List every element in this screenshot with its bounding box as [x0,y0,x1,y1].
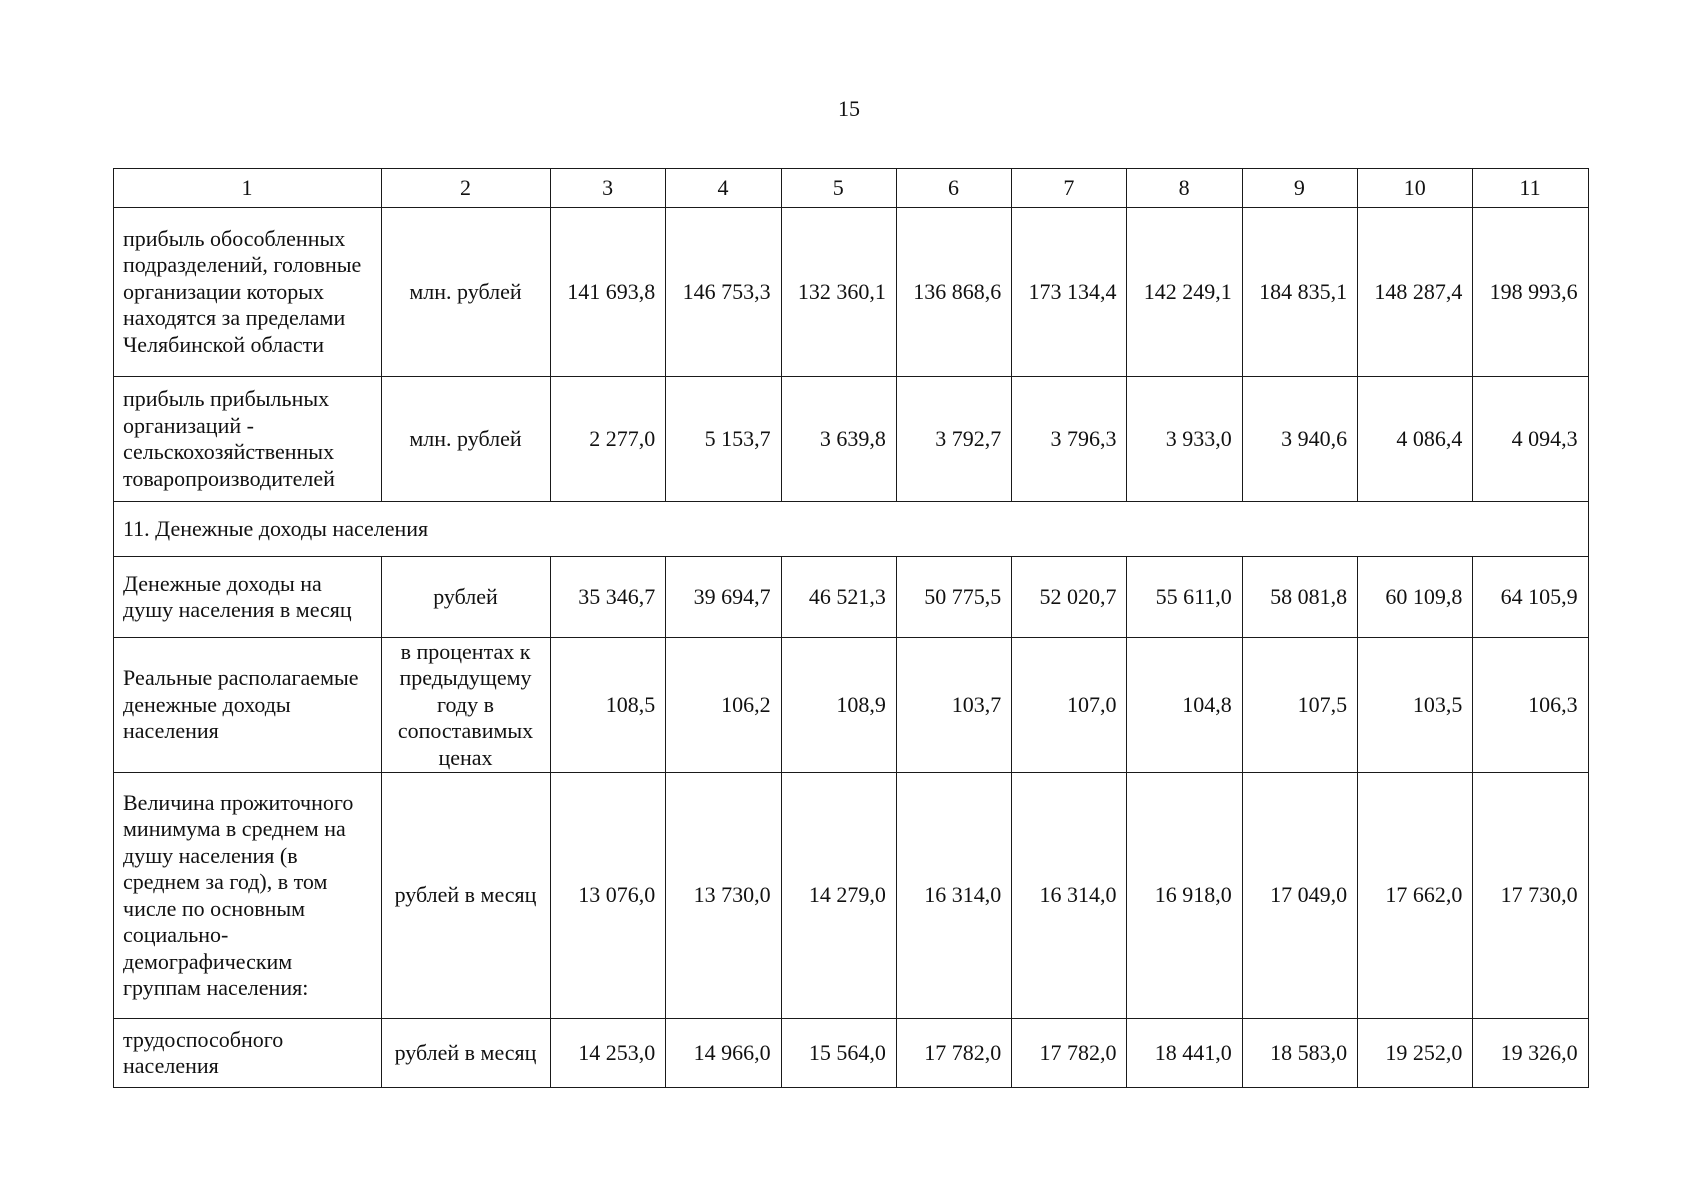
value-cell: 18 583,0 [1242,1019,1357,1088]
value-cell: 173 134,4 [1012,208,1127,377]
value-cell: 13 730,0 [666,773,781,1019]
value-cell: 198 993,6 [1473,208,1588,377]
value-cell: 146 753,3 [666,208,781,377]
value-cell: 16 314,0 [1012,773,1127,1019]
table-row [114,638,1589,773]
value-cell: 58 081,8 [1242,557,1357,638]
value-cell: 46 521,3 [781,557,896,638]
value-cell: 184 835,1 [1242,208,1357,377]
column-number: 4 [666,169,781,208]
value-cell: 4 094,3 [1473,377,1588,502]
column-number: 8 [1127,169,1242,208]
value-cell: 17 730,0 [1473,773,1588,1019]
value-cell: 103,5 [1358,638,1473,773]
value-cell: 141 693,8 [551,208,666,377]
unit-cell: млн. рублей [382,208,551,377]
value-cell: 16 314,0 [896,773,1011,1019]
indicator-name: прибыль прибыльных организаций - сельскохозяйственных товаропроизводителей [114,377,382,502]
value-cell: 2 277,0 [551,377,666,502]
column-number: 2 [382,169,551,208]
value-cell: 106,3 [1473,638,1588,773]
value-cell: 132 360,1 [781,208,896,377]
table-row [114,1019,1589,1088]
section-row [114,502,1589,557]
table-row [114,557,1589,638]
value-cell: 4 086,4 [1358,377,1473,502]
column-number: 5 [781,169,896,208]
value-cell: 142 249,1 [1127,208,1242,377]
value-cell: 5 153,7 [666,377,781,502]
value-cell: 136 868,6 [896,208,1011,377]
value-cell: 17 782,0 [896,1019,1011,1088]
table-row [114,208,1589,377]
indicator-name: трудоспособного населения [114,1019,382,1088]
value-cell: 3 940,6 [1242,377,1357,502]
column-number: 3 [551,169,666,208]
table-row [114,773,1589,1019]
unit-cell: рублей в месяц [382,773,551,1019]
data-table [113,168,1589,1088]
unit-cell: рублей в месяц [382,1019,551,1088]
value-cell: 17 782,0 [1012,1019,1127,1088]
column-number: 9 [1242,169,1357,208]
indicator-name: Величина прожиточного минимума в среднем на душу населения (в среднем за год), в том числе по основным социально-демографическим группам населения: [114,773,382,1019]
value-cell: 15 564,0 [781,1019,896,1088]
value-cell: 39 694,7 [666,557,781,638]
value-cell: 148 287,4 [1358,208,1473,377]
value-cell: 14 253,0 [551,1019,666,1088]
value-cell: 14 966,0 [666,1019,781,1088]
value-cell: 19 326,0 [1473,1019,1588,1088]
column-number: 10 [1358,169,1473,208]
column-number: 1 [114,169,382,208]
value-cell: 108,5 [551,638,666,773]
value-cell: 104,8 [1127,638,1242,773]
unit-cell: в процентах к предыдущему году в сопоставимых ценах [382,638,551,773]
table-header-row [114,169,1589,208]
column-number: 7 [1012,169,1127,208]
indicator-name: Реальные располагаемые денежные доходы населения [114,638,382,773]
value-cell: 14 279,0 [781,773,896,1019]
value-cell: 107,5 [1242,638,1357,773]
value-cell: 17 662,0 [1358,773,1473,1019]
page-number: 15 [838,96,860,121]
indicator-name: Денежные доходы на душу населения в месяц [114,557,382,638]
value-cell: 16 918,0 [1127,773,1242,1019]
unit-cell: млн. рублей [382,377,551,502]
value-cell: 3 639,8 [781,377,896,502]
value-cell: 3 796,3 [1012,377,1127,502]
value-cell: 60 109,8 [1358,557,1473,638]
value-cell: 108,9 [781,638,896,773]
value-cell: 3 933,0 [1127,377,1242,502]
unit-cell: рублей [382,557,551,638]
table-row [114,377,1589,502]
value-cell: 50 775,5 [896,557,1011,638]
indicator-name: прибыль обособленных подразделений, головные организации которых находятся за пределами Челябинской области [114,208,382,377]
value-cell: 13 076,0 [551,773,666,1019]
value-cell: 17 049,0 [1242,773,1357,1019]
section-title: 11. Денежные доходы населения [114,502,1589,557]
value-cell: 19 252,0 [1358,1019,1473,1088]
value-cell: 52 020,7 [1012,557,1127,638]
column-number: 6 [896,169,1011,208]
value-cell: 35 346,7 [551,557,666,638]
value-cell: 107,0 [1012,638,1127,773]
value-cell: 55 611,0 [1127,557,1242,638]
value-cell: 3 792,7 [896,377,1011,502]
value-cell: 103,7 [896,638,1011,773]
column-number: 11 [1473,169,1588,208]
value-cell: 18 441,0 [1127,1019,1242,1088]
value-cell: 64 105,9 [1473,557,1588,638]
value-cell: 106,2 [666,638,781,773]
